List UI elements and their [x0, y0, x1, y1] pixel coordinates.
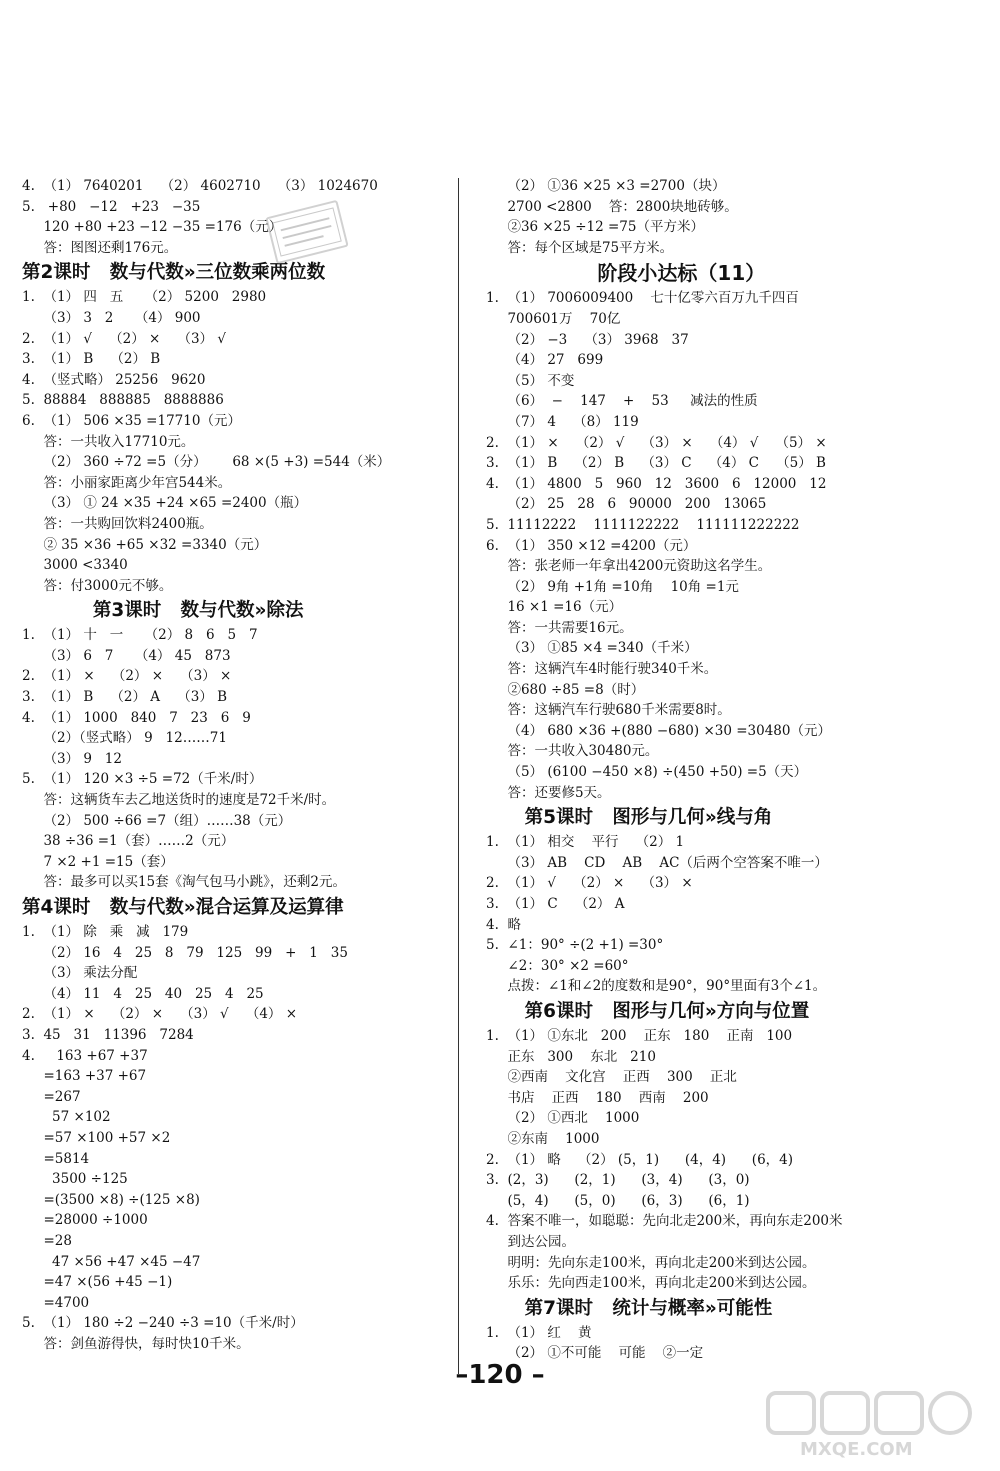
left-answer-line: 答：最多可以买15套《淘气包马小跳》，还剩2元。: [22, 874, 346, 891]
page-number: –120 –: [455, 1360, 545, 1390]
right-answer-line: （2） ①西北 1000: [486, 1110, 640, 1127]
left-answer-line: 3000 <3340: [22, 557, 128, 574]
right-answer-line: 答：一共收入30480元。: [486, 743, 659, 760]
left-answer-line: 答：付3000元不够。: [22, 577, 173, 594]
right-answer-line: 6. （1） 350 ×12 =4200（元）: [486, 537, 697, 554]
left-answer-line: =163 +37 +67: [22, 1068, 147, 1085]
left-answer-line: =267: [22, 1088, 81, 1105]
left-answer-line: 答：图图还剩176元。: [22, 239, 178, 256]
right-answer-line: 2. （1） 略 （2） (5，1) (4，4) (6，4): [486, 1151, 794, 1168]
right-answer-line: 4. 略: [486, 916, 521, 933]
left-answer-line: =28: [22, 1232, 72, 1249]
left-answer-line: （2）（竖式略） 9 12……71: [22, 730, 227, 747]
left-answer-line: =4700: [22, 1294, 90, 1311]
left-answer-line: 2. （1） × （2） × （3） ×: [22, 668, 232, 685]
left-answer-line: 47 ×56 +47 ×45 −47: [22, 1253, 201, 1270]
left-answer-line: 6. （1） 506 ×35 =17710（元）: [22, 412, 241, 429]
left-answer-line: （3） 9 12: [22, 750, 122, 767]
right-answer-line: 3. （1） C （2） A: [486, 896, 625, 912]
right-answer-line: 乐乐：先向西走100米，再向北走200米到达公园。: [486, 1275, 816, 1292]
left-answer-line: （3） 6 7 （4） 45 873: [22, 647, 231, 664]
right-heading: 第5课时 图形与几何»线与角: [486, 807, 773, 829]
right-answer-line: (5，4) (5，0) (6，3) (6，1): [486, 1192, 750, 1209]
left-answer-line: 5. 88884 888885 8888886: [22, 392, 224, 409]
left-column: [22, 176, 442, 1354]
right-answer-line: 3. (2，3) (2，1) (3，4) (3，0): [486, 1172, 750, 1189]
right-answer-line: 1. （1） ①东北 200 正东 180 正南 100: [486, 1027, 793, 1044]
right-answer-line: 1. （1） 红 黄: [486, 1324, 592, 1341]
right-answer-line: 答：这辆汽车4时能行驶340千米。: [486, 661, 718, 678]
right-answer-line: ∠2：30° ×2 =60°: [486, 957, 629, 974]
right-answer-line: （7） 4 （8） 119: [486, 413, 639, 430]
right-answer-line: 2. （1） × （2） √ （3） × （4） √ （5） ×: [486, 434, 827, 451]
right-answer-line: （2） ①不可能 可能 ②一定: [486, 1345, 704, 1362]
left-answer-line: 1. （1） 除 乘 减 179: [22, 924, 189, 940]
right-answer-line: 16 ×1 =16（元）: [486, 599, 623, 616]
left-answer-line: =28000 ÷1000: [22, 1212, 148, 1229]
right-answer-line: ②680 ÷85 =8（时）: [486, 681, 645, 698]
watermark-logo: [760, 1389, 980, 1461]
watermark-text: MXQE.COM: [800, 1439, 913, 1460]
left-answer-line: ② 35 ×36 +65 ×32 =3340（元）: [22, 536, 268, 553]
left-answer-line: （3） 3 2 （4） 900: [22, 309, 201, 326]
left-heading: 第4课时 数与代数»混合运算及运算律: [22, 897, 344, 918]
right-answer-line: 4. 答案不唯一，如聪聪：先向北走200米，再向东走200米: [486, 1213, 843, 1230]
left-answer-line: （3） 乘法分配: [22, 965, 138, 982]
right-answer-line: （5） 不变: [486, 372, 575, 389]
right-answer-line: 答：每个区域是75平方米。: [486, 239, 674, 256]
left-answer-line: =57 ×100 +57 ×2: [22, 1129, 171, 1146]
right-answer-line: 明明：先向东走100米，再向北走200米到达公园。: [486, 1254, 816, 1271]
left-answer-line: 答：小丽家距离少年宫544米。: [22, 474, 232, 491]
left-answer-line: 5. +80 −12 +23 −35: [22, 198, 201, 215]
left-answer-line: 答：一共购回饮料2400瓶。: [22, 515, 213, 532]
right-answer-line: 3. （1） B （2） B （3） C （4） C （5） B: [486, 455, 826, 472]
right-answer-line: 答：这辆汽车行驶680千米需要8时。: [486, 702, 731, 719]
left-answer-line: 3. （1） B （2） A （3） B: [22, 689, 228, 706]
left-answer-line: 3500 ÷125: [22, 1171, 128, 1188]
right-answer-line: ②东南 1000: [486, 1130, 600, 1147]
left-answer-line: 3. 45 31 11396 7284: [22, 1026, 194, 1043]
right-answer-line: （4） 27 699: [486, 352, 604, 369]
right-answer-line: 书店 正西 180 西南 200: [486, 1089, 709, 1106]
right-title: 阶段小达标（11）: [486, 261, 766, 286]
left-answer-line: 5. （1） 180 ÷2 −240 ÷3 =10（千米/时）: [22, 1315, 304, 1332]
left-answer-line: 38 ÷36 =1（套）……2（元）: [22, 833, 235, 850]
left-answer-line: =47 ×(56 +45 −1): [22, 1274, 173, 1291]
right-column: [486, 176, 986, 1364]
right-answer-line: ②36 ×25 ÷12 =75（平方米）: [486, 219, 704, 236]
left-answer-line: 3. （1） B （2） B: [22, 351, 161, 368]
left-answer-line: （3） ① 24 ×35 +24 ×65 =2400（瓶）: [22, 495, 308, 512]
right-answer-line: （5） (6100 −450 ×8) ÷(450 +50) =5（天）: [486, 764, 808, 781]
right-answer-line: （2） 9角 +1角 =10角 10角 =1元: [486, 578, 739, 595]
left-answer-line: 4. （竖式略） 25256 9620: [22, 371, 206, 388]
left-answer-line: =5814: [22, 1150, 90, 1167]
right-answer-line: （3） ①85 ×4 =340（千米）: [486, 640, 698, 657]
right-answer-line: 5. 11112222 1111122222 111111222222: [486, 516, 800, 533]
right-answer-line: （3） AB CD AB AC（后两个空答案不唯一）: [486, 854, 828, 871]
right-answer-line: 答：一共需要16元。: [486, 619, 633, 636]
right-answer-line: 答：还要修5天。: [486, 784, 611, 801]
left-answer-line: 120 +80 +23 −12 −35 =176（元）: [22, 219, 283, 236]
left-answer-line: 5. （1） 120 ×3 ÷5 =72（千米/时）: [22, 771, 263, 788]
right-answer-line: （6） − 147 + 53 减法的性质: [486, 393, 758, 410]
left-heading: 第3课时 数与代数»除法: [22, 600, 304, 622]
left-answer-line: （2） 500 ÷66 =7（组）……38（元）: [22, 812, 292, 829]
left-answer-line: 1. （1） 四 五 （2） 5200 2980: [22, 289, 267, 306]
right-heading: 第7课时 统计与概率»可能性: [486, 1297, 773, 1319]
left-answer-line: 7 ×2 +1 =15（套）: [22, 853, 174, 870]
right-answer-line: 2. （1） √ （2） × （3） ×: [486, 875, 693, 892]
right-answer-line: （2） −3 （3） 3968 37: [486, 331, 689, 348]
left-answer-line: 57 ×102: [22, 1109, 111, 1126]
column-divider: [458, 178, 459, 1374]
left-answer-line: 答：这辆货车去乙地送货时的速度是72千米/时。: [22, 792, 336, 809]
left-answer-line: （2） 360 ÷72 =5（分） 68 ×(5 +3) =544（米）: [22, 454, 391, 471]
left-answer-line: 4. （1） 7640201 （2） 4602710 （3） 1024670: [22, 178, 378, 194]
left-answer-line: 2. （1） × （2） × （3） √ （4） ×: [22, 1006, 298, 1023]
left-answer-line: 答：剑鱼游得快，每时快10千米。: [22, 1335, 250, 1352]
right-answer-line: （2） 25 28 6 90000 200 13065: [486, 496, 767, 513]
left-answer-line: （2） 16 4 25 8 79 125 99 + 1 35: [22, 944, 348, 961]
right-answer-line: 点拨：∠1和∠2的度数和是90°，90°里面有3个∠1。: [486, 978, 827, 995]
right-answer-line: （4） 680 ×36 +(880 −680) ×30 =30480（元）: [486, 722, 831, 739]
left-answer-line: 4. （1） 1000 840 7 23 6 9: [22, 709, 251, 726]
left-answer-line: 1. （1） 十 一 （2） 8 6 5 7: [22, 627, 258, 644]
right-answer-line: 5. ∠1：90° ÷(2 +1) =30°: [486, 937, 664, 954]
right-answer-line: 1. （1） 7006009400 七十亿零六百万九千四百: [486, 290, 799, 307]
left-answer-line: =(3500 ×8) ÷(125 ×8): [22, 1191, 200, 1208]
left-heading: 第2课时 数与代数»三位数乘两位数: [22, 262, 326, 284]
left-answer-line: （4） 11 4 25 40 25 4 25: [22, 985, 264, 1002]
right-answer-line: 正东 300 东北 210: [486, 1048, 656, 1065]
right-answer-line: 4. （1） 4800 5 960 12 3600 6 12000 12: [486, 475, 827, 492]
right-answer-line: 2700 <2800 答：2800块地砖够。: [486, 198, 738, 215]
right-answer-line: ②西南 文化宫 正西 300 正北: [486, 1069, 737, 1086]
right-answer-line: 答：张老师一年拿出4200元资助这名学生。: [486, 558, 772, 575]
right-answer-line: （2） ①36 ×25 ×3 =2700（块）: [486, 178, 726, 194]
right-heading: 第6课时 图形与几何»方向与位置: [486, 1000, 810, 1022]
left-answer-line: 2. （1） √ （2） × （3） √: [22, 330, 226, 347]
right-answer-line: 700601万 70亿: [486, 310, 621, 327]
right-answer-line: 到达公园。: [486, 1233, 575, 1250]
right-answer-line: 1. （1） 相交 平行 （2） 1: [486, 834, 685, 851]
left-answer-line: 4. 163 +67 +37: [22, 1047, 148, 1064]
left-answer-line: 答：一共收入17710元。: [22, 433, 195, 450]
